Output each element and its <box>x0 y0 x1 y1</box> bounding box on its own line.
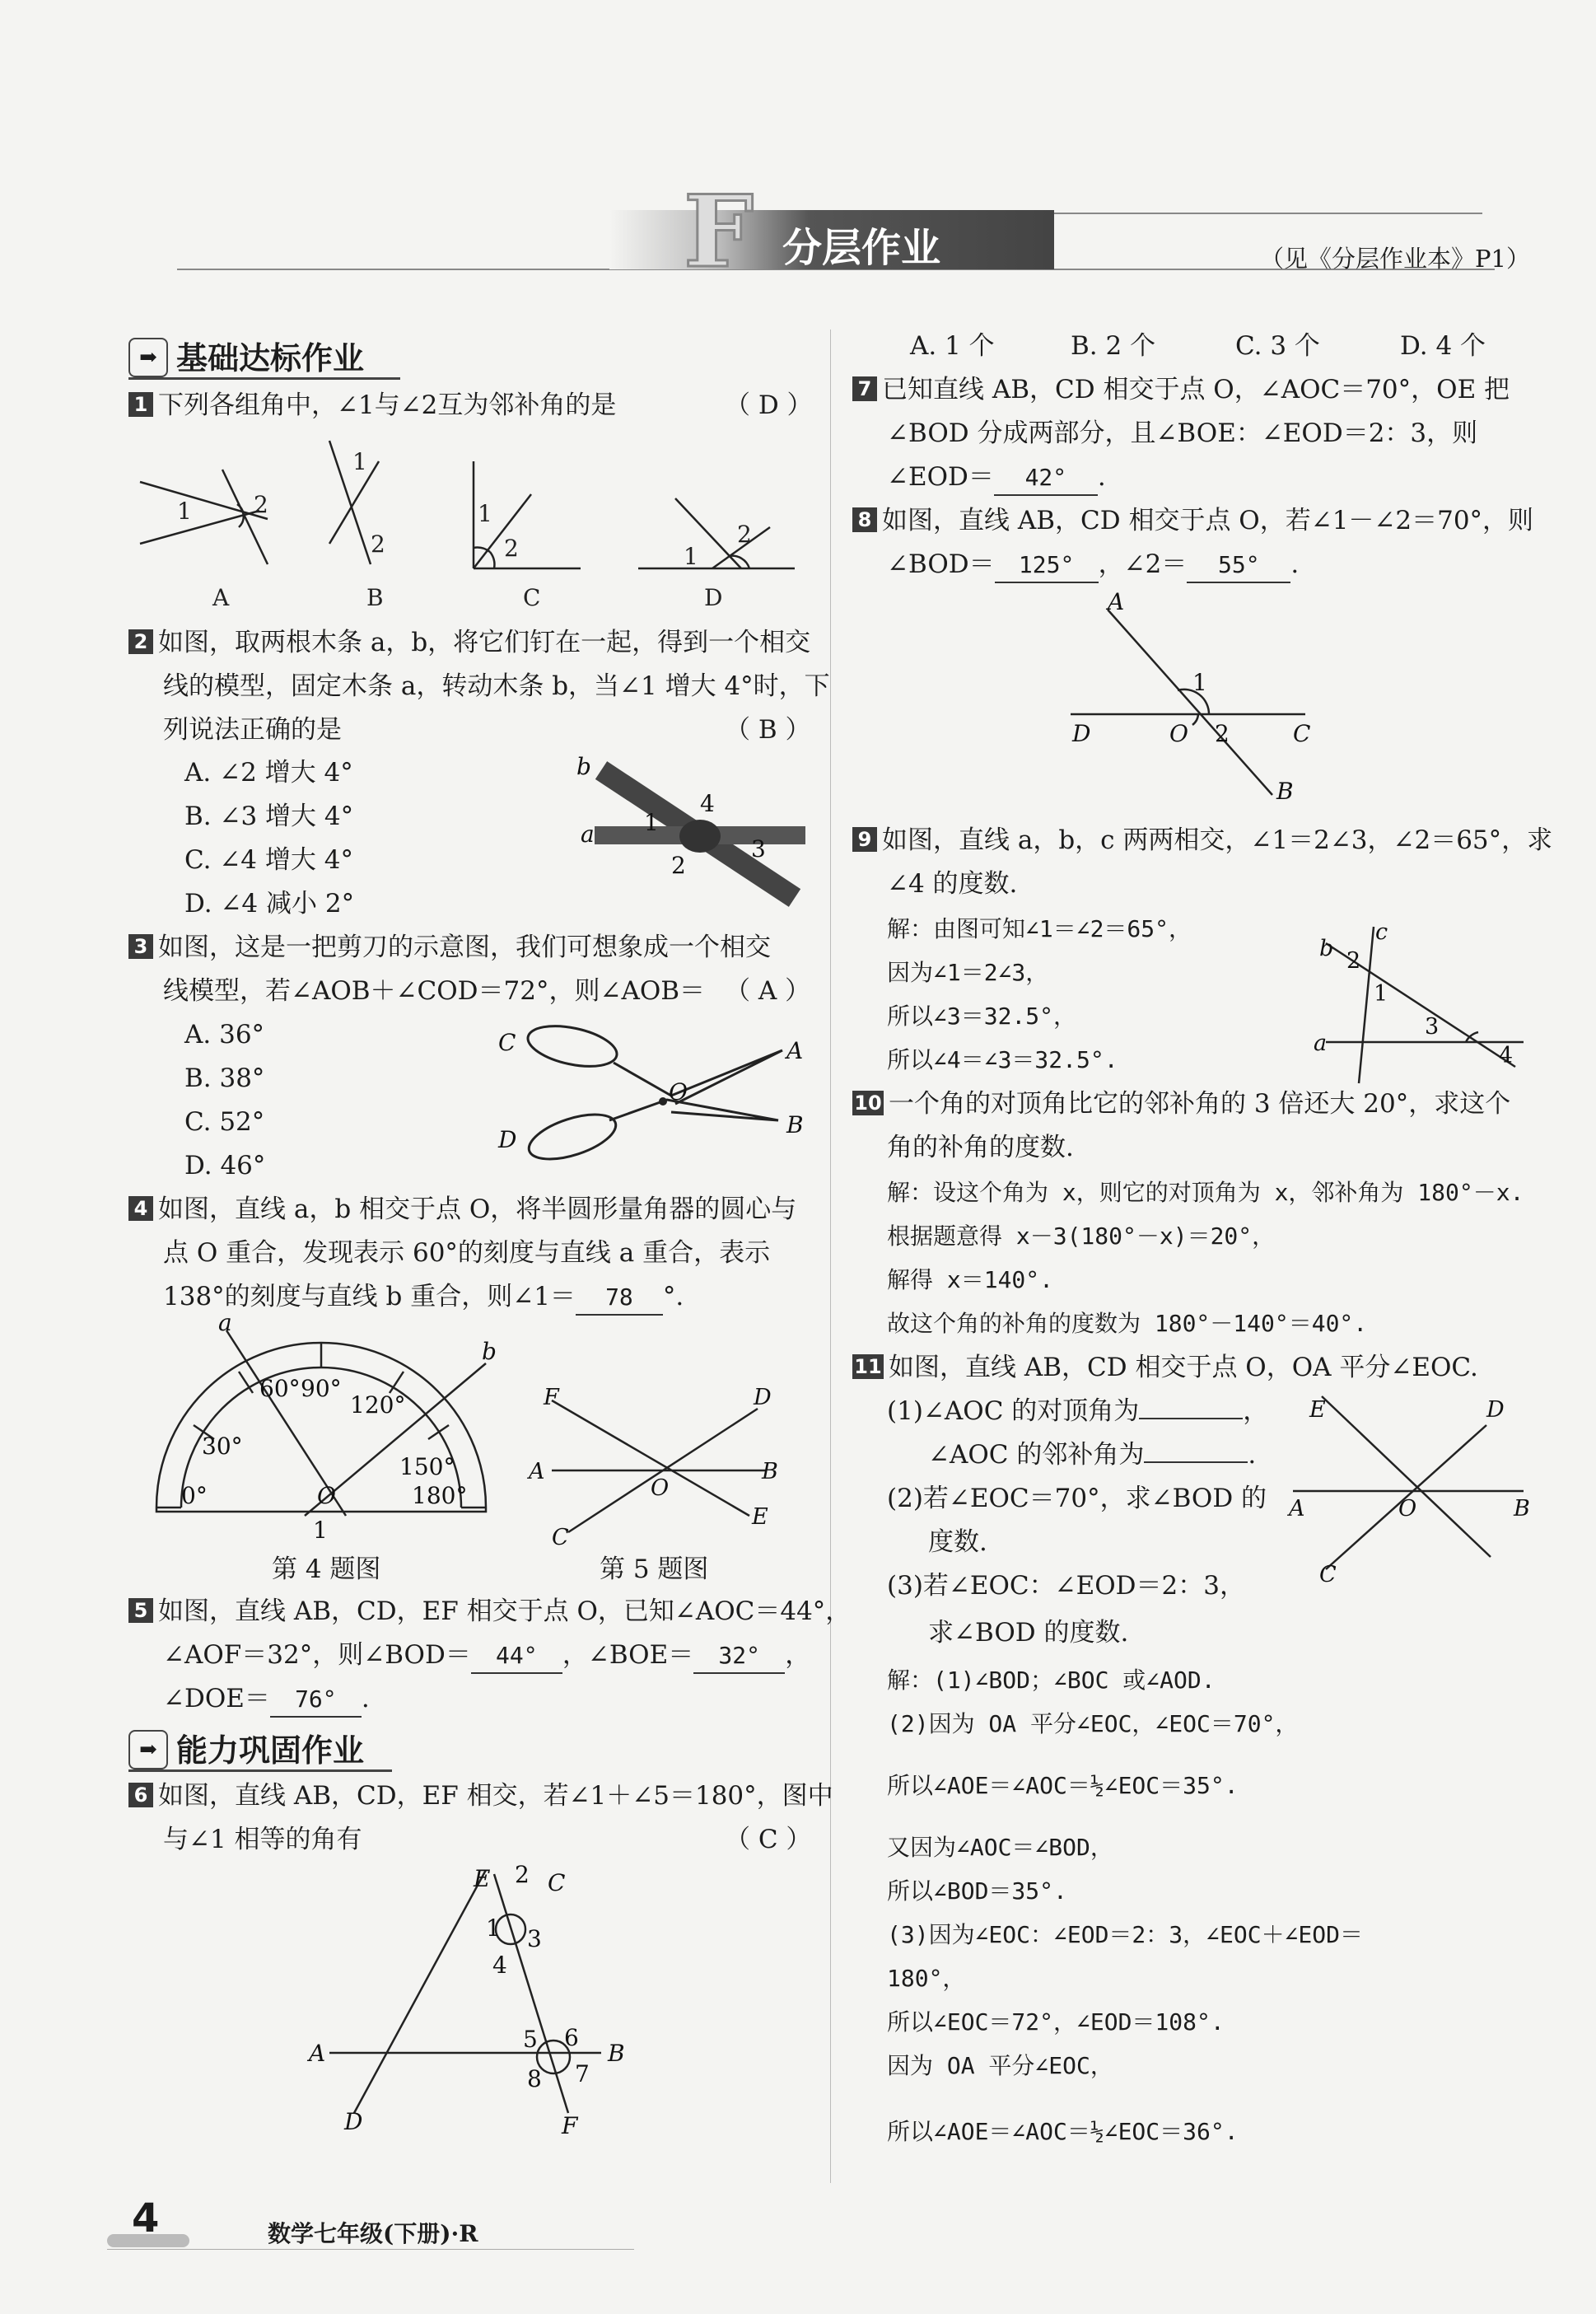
svg-text:C: C <box>1319 1562 1337 1587</box>
q8-figure <box>1062 588 1342 807</box>
q2-line1: 2 如图，取两根木条 a，b，将它们钉在一起，得到一个相交 <box>128 626 810 659</box>
svg-text:D: D <box>1072 720 1091 747</box>
svg-text:b: b <box>576 753 591 780</box>
q11-figure <box>1285 1396 1532 1586</box>
header-title: 分层作业 <box>782 225 941 271</box>
svg-text:8: 8 <box>527 2065 542 2092</box>
q10-line2: 角的补角的度数. <box>887 1133 1074 1162</box>
svg-text:3: 3 <box>1425 1014 1440 1040</box>
svg-text:A: A <box>1289 1496 1305 1522</box>
svg-text:60°: 60° <box>259 1375 301 1402</box>
q10-sol-3: 解得 x＝140°. <box>887 1266 1054 1293</box>
svg-text:E: E <box>1309 1397 1326 1423</box>
q4-line3: 138°的刻度与直线 b 重合，则∠1＝ 78 °. <box>163 1280 684 1316</box>
q7-line1: 7 已知直线 AB，CD 相交于点 O，∠AOC＝70°，OE 把 <box>852 373 1510 406</box>
q10-line1: 10 一个角的对顶角比它的邻补角的 3 倍还大 20°，求这个 <box>852 1087 1510 1120</box>
svg-text:1: 1 <box>486 1914 501 1942</box>
q2-opt-b: B. ∠3 增大 4° <box>184 802 354 831</box>
svg-text:b: b <box>1319 936 1334 961</box>
svg-text:120°: 120° <box>350 1391 406 1419</box>
svg-text:0°: 0° <box>181 1482 208 1509</box>
q11-part2b: 度数. <box>928 1527 987 1557</box>
q2-line2: 线的模型，固定木条 a，转动木条 b，当∠1 增大 4°时，下 <box>163 671 830 701</box>
q11-part2a: (2)若∠EOC＝70°，求∠BOD 的 <box>887 1484 1267 1513</box>
svg-text:6: 6 <box>564 2024 579 2051</box>
q9-sol-1: 解：由图可知∠1＝∠2＝65°， <box>887 915 1192 942</box>
q5-line2: ∠AOF＝32°，则∠BOD＝ 44° ，∠BOE＝ 32° ， <box>163 1638 810 1674</box>
svg-text:4: 4 <box>700 790 715 817</box>
section-icon: ➡ <box>128 338 168 377</box>
svg-text:E: E <box>474 1865 491 1892</box>
q5-line3: ∠DOE＝ 76° . <box>163 1682 370 1718</box>
svg-text:b: b <box>482 1338 497 1365</box>
svg-text:180°: 180° <box>412 1482 468 1509</box>
column-divider <box>830 330 831 2183</box>
svg-text:1: 1 <box>352 448 367 475</box>
q8-line2: ∠BOD＝ 125° ，∠2＝ 55° . <box>887 548 1299 583</box>
q11-sol-5: 所以∠BOD＝35°. <box>887 1877 1067 1905</box>
svg-text:1: 1 <box>478 500 492 527</box>
svg-text:1: 1 <box>644 809 659 836</box>
q9-sol-2: 因为∠1＝2∠3， <box>887 959 1049 986</box>
svg-text:D: D <box>754 1385 772 1410</box>
q1-text: 1 下列各组角中，∠1与∠2互为邻补角的是 <box>128 389 616 422</box>
q3-line2: 线模型，若∠AOB＋∠COD＝72°，则∠AOB＝ <box>163 976 706 1006</box>
svg-text:F: F <box>544 1385 559 1410</box>
svg-text:2: 2 <box>504 535 519 562</box>
svg-text:O: O <box>1398 1496 1417 1522</box>
q1-label-a: A <box>212 584 230 611</box>
q1-label-b: B <box>366 584 384 611</box>
svg-text:B: B <box>762 1459 778 1484</box>
q11-sol-9: 因为 OA 平分∠EOC， <box>887 2052 1113 2079</box>
svg-text:B: B <box>608 2040 625 2067</box>
svg-text:A: A <box>786 1037 804 1064</box>
svg-text:1: 1 <box>313 1517 328 1544</box>
q8-blank-bod: 125° <box>995 549 1099 583</box>
svg-text:3: 3 <box>527 1925 542 1952</box>
q1-figure <box>124 437 807 610</box>
q6-opt-a: A. 1 个 <box>910 331 995 361</box>
svg-text:2: 2 <box>254 491 268 518</box>
svg-text:C: C <box>548 1869 566 1896</box>
svg-text:D: D <box>498 1126 517 1153</box>
section-icon-2: ➡ <box>128 1730 168 1769</box>
q4-blank: 78 <box>576 1281 663 1316</box>
q4-caption: 第 4 题图 <box>272 1554 381 1584</box>
header-letter: F <box>684 174 754 290</box>
svg-text:A: A <box>1108 588 1125 615</box>
svg-text:C: C <box>498 1029 516 1056</box>
svg-text:1: 1 <box>1192 669 1207 696</box>
q1-label-c: C <box>523 584 541 611</box>
q3-opt-a: A. 36° <box>184 1020 265 1049</box>
svg-text:4: 4 <box>492 1952 507 1979</box>
svg-text:150°: 150° <box>399 1453 455 1480</box>
svg-text:B: B <box>1514 1496 1530 1522</box>
footer-line <box>107 2249 634 2250</box>
svg-text:A: A <box>309 2040 326 2067</box>
section-title-basic: 基础达标作业 <box>176 340 365 376</box>
q3-answer: （ A ） <box>725 976 811 1006</box>
svg-text:1: 1 <box>177 498 192 525</box>
q4-protractor-figure <box>148 1309 502 1544</box>
q11-sol-7: 180°， <box>887 1965 966 1992</box>
q5-line1: 5 如图，直线 AB，CD，EF 相交于点 O，已知∠AOC＝44°， <box>128 1595 851 1628</box>
svg-text:2: 2 <box>671 852 686 879</box>
q11-sol-2: (2)因为 OA 平分∠EOC，∠EOC＝70°， <box>887 1710 1299 1737</box>
q10-sol-4: 故这个角的补角的度数为 180°－140°＝40°. <box>887 1310 1368 1337</box>
svg-text:O: O <box>317 1482 336 1509</box>
q11-sol-3: 所以∠AOE＝∠AOC＝½∠EOC＝35°. <box>887 1772 1239 1799</box>
q5-figure <box>519 1384 791 1549</box>
svg-text:4: 4 <box>1499 1043 1514 1068</box>
q6-line2: 与∠1 相等的角有 <box>163 1825 362 1854</box>
q6-opt-c: C. 3 个 <box>1235 331 1320 361</box>
svg-text:2: 2 <box>1215 720 1230 747</box>
svg-text:a: a <box>1314 1031 1328 1056</box>
svg-text:30°: 30° <box>202 1433 243 1460</box>
svg-text:C: C <box>552 1525 569 1550</box>
q11-part1a: (1)∠AOC 的对顶角为 ， <box>887 1396 1269 1426</box>
q5-blank-bod: 44° <box>471 1639 562 1674</box>
svg-text:B: B <box>786 1111 804 1138</box>
q8-blank-2: 55° <box>1187 549 1290 583</box>
svg-text:D: D <box>344 2108 363 2135</box>
q10-sol-2: 根据题意得 x－3(180°－x)＝20°， <box>887 1222 1276 1250</box>
svg-text:1: 1 <box>684 543 698 570</box>
q5-blank-doe: 76° <box>270 1683 362 1718</box>
q3-opt-d: D. 46° <box>184 1151 266 1180</box>
svg-text:B: B <box>1276 778 1294 805</box>
header-ref: （见《分层作业本》P1） <box>1260 245 1530 273</box>
q10-sol-1: 解：设这个角为 x，则它的对顶角为 x，邻补角为 180°－x. <box>887 1179 1524 1206</box>
page-number: 4 <box>132 2195 160 2242</box>
q2-line3: 列说法正确的是 <box>163 715 342 745</box>
q11-line1: 11 如图，直线 AB，CD 相交于点 O，OA 平分∠EOC. <box>852 1351 1478 1384</box>
q11-sol-4: 又因为∠AOC＝∠BOD， <box>887 1834 1113 1861</box>
footer-book: 数学七年级(下册)·R <box>268 2220 478 2247</box>
q2-opt-d: D. ∠4 减小 2° <box>184 889 355 919</box>
q1-answer: （ D ） <box>725 390 813 420</box>
svg-text:E: E <box>752 1504 768 1530</box>
svg-text:7: 7 <box>575 2060 590 2087</box>
q3-opt-c: C. 52° <box>184 1107 265 1137</box>
q2-answer: （ B ） <box>725 715 811 745</box>
svg-text:O: O <box>669 1078 688 1106</box>
q5-caption: 第 5 题图 <box>600 1554 709 1584</box>
q7-blank: 42° <box>994 461 1098 496</box>
q8-line1: 8 如图，直线 AB，CD 相交于点 O，若∠1－∠2＝70°，则 <box>852 504 1533 537</box>
svg-text:1: 1 <box>1374 981 1388 1007</box>
svg-text:D: D <box>1486 1397 1505 1423</box>
section-underline <box>128 377 400 380</box>
q7-line3: ∠EOD＝ 42° . <box>887 460 1106 496</box>
q9-sol-4: 所以∠4＝∠3＝32.5°. <box>887 1046 1118 1073</box>
svg-text:O: O <box>651 1475 670 1501</box>
svg-text:2: 2 <box>371 531 385 558</box>
svg-text:F: F <box>562 2112 578 2139</box>
svg-text:A: A <box>529 1459 545 1484</box>
svg-text:2: 2 <box>737 521 752 548</box>
q11-part3a: (3)若∠EOC：∠EOD＝2：3， <box>887 1571 1245 1601</box>
svg-text:5: 5 <box>523 2026 538 2053</box>
section-underline-2 <box>128 1769 392 1772</box>
svg-text:C: C <box>1293 720 1311 747</box>
q2-figure <box>576 750 815 914</box>
svg-text:a: a <box>218 1309 232 1336</box>
svg-text:2: 2 <box>1346 948 1361 974</box>
q11-sol-1: 解：(1)∠BOD；∠BOC 或∠AOD. <box>887 1667 1216 1694</box>
q9-sol-3: 所以∠3＝32.5°， <box>887 1003 1077 1030</box>
q11-part3b: 求∠BOD 的度数. <box>928 1618 1129 1648</box>
q2-opt-c: C. ∠4 增大 4° <box>184 845 353 875</box>
q3-opt-b: B. 38° <box>184 1064 265 1093</box>
header-bar <box>1043 216 1049 267</box>
q9-line2: ∠4 的度数. <box>887 869 1018 899</box>
q6-opt-d: D. 4 个 <box>1400 331 1486 361</box>
q11-sol-6: (3)因为∠EOC：∠EOD＝2：3，∠EOC＋∠EOD＝ <box>887 1921 1364 1948</box>
q9-figure <box>1309 919 1532 1083</box>
q6-opt-b: B. 2 个 <box>1071 331 1156 361</box>
q3-scissors-figure <box>494 1017 815 1174</box>
q6-line1: 6 如图，直线 AB，CD，EF 相交，若∠1＋∠5＝180°，图中 <box>128 1779 833 1812</box>
q4-line2: 点 O 重合，发现表示 60°的刻度与直线 a 重合，表示 <box>163 1238 771 1268</box>
svg-text:a: a <box>581 820 595 848</box>
q6-answer: （ C ） <box>725 1825 812 1854</box>
q9-line1: 9 如图，直线 a，b，c 两两相交，∠1＝2∠3，∠2＝65°，求 <box>852 824 1552 857</box>
q4-line1: 4 如图，直线 a，b 相交于点 O，将半圆形量角器的圆心与 <box>128 1193 796 1226</box>
q5-blank-boe: 32° <box>693 1639 785 1674</box>
section-title-ability: 能力巩固作业 <box>176 1732 365 1769</box>
q6-figure <box>296 1861 642 2139</box>
svg-text:90°: 90° <box>301 1375 342 1402</box>
svg-text:2: 2 <box>515 1861 530 1888</box>
svg-text:3: 3 <box>751 835 766 862</box>
svg-text:c: c <box>1375 919 1388 945</box>
q11-part1b: ∠AOC 的邻补角为 . <box>928 1440 1257 1470</box>
q11-sol-10: 所以∠AOE＝∠AOC＝½∠EOC＝36°. <box>887 2118 1239 2145</box>
q7-line2: ∠BOD 分成两部分，且∠BOE：∠EOD＝2：3，则 <box>887 418 1478 448</box>
q11-sol-8: 所以∠EOC＝72°，∠EOD＝108°. <box>887 2008 1225 2036</box>
q1-label-d: D <box>704 584 723 611</box>
q2-opt-a: A. ∠2 增大 4° <box>184 758 353 788</box>
header-line-top <box>1021 213 1482 214</box>
q3-line1: 3 如图，这是一把剪刀的示意图，我们可想象成一个相交 <box>128 931 771 964</box>
svg-text:O: O <box>1169 720 1188 747</box>
